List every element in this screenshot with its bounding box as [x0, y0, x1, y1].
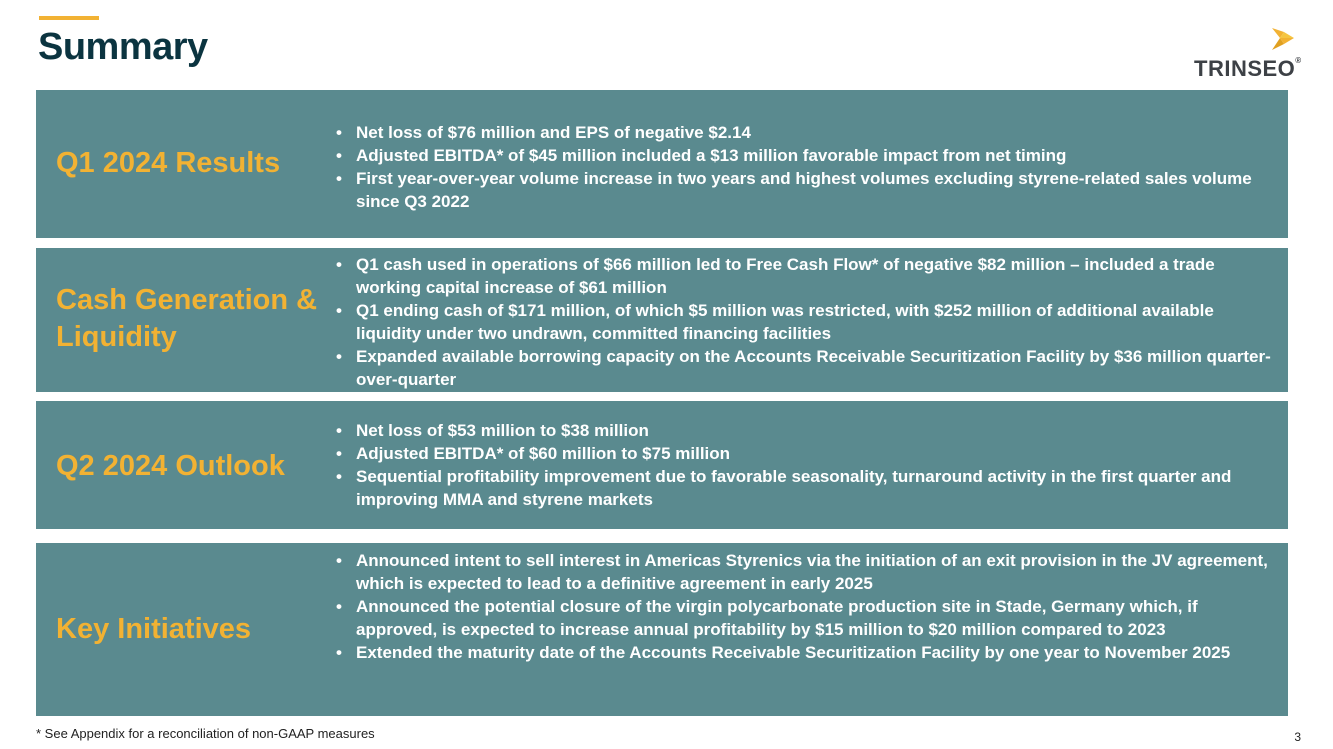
bullet-list — [336, 549, 1276, 664]
bullet-item: • Net loss of $53 million to $38 million — [336, 419, 1276, 442]
page-title: Summary — [38, 26, 208, 68]
panel-q2-outlook — [36, 401, 1288, 529]
panel-heading: Q2 2024 Outlook — [56, 450, 285, 482]
bullet-item: • Announced the potential closure of the virgin polycarbonate production site in Stade, Germany which, if approved, is expected to increase annual profitability by $15 million to $20 million compared to 2023 — [336, 595, 1276, 641]
bullet-item: • First year-over-year volume increase in two years and highest volumes excluding styrene-related sales volume since Q3 2022 — [336, 167, 1276, 213]
bullet-item: • Net loss of $76 million and EPS of negative $2.14 — [336, 121, 1276, 144]
panel-heading: Cash Generation & Liquidity — [56, 284, 318, 353]
bullet-item: • Q1 cash used in operations of $66 million led to Free Cash Flow* of negative $82 million – included a trade working capital increase of $61 million — [336, 253, 1276, 299]
bullet-item: • Announced intent to sell interest in Americas Styrenics via the initiation of an exit provision in the JV agreement, which is expected to lead to a definitive agreement in early 2025 — [336, 549, 1276, 595]
bullet-item: • Adjusted EBITDA* of $60 million to $75 million — [336, 442, 1276, 465]
bullet-item: • Extended the maturity date of the Accounts Receivable Securitization Facility by one year to November 2025 — [336, 641, 1276, 664]
trinseo-logo — [1190, 26, 1302, 80]
bullet-list — [336, 419, 1276, 511]
panel-heading: Key Initiatives — [56, 613, 252, 645]
page-number: 3 — [1294, 730, 1301, 744]
panel-q1-results — [36, 90, 1288, 238]
footnote: * See Appendix for a reconciliation of non-GAAP measures — [36, 726, 375, 741]
bullet-list — [336, 253, 1276, 391]
bullet-item: • Expanded available borrowing capacity on the Accounts Receivable Securitization Facility by $36 million quarter-over-quarter — [336, 345, 1276, 391]
bullet-item: • Adjusted EBITDA* of $45 million included a $13 million favorable impact from net timing — [336, 144, 1276, 167]
title-accent-bar — [39, 16, 99, 20]
bullet-item: • Q1 ending cash of $171 million, of which $5 million was restricted, with $252 million of additional available liquidity under two undrawn, committed financing facilities — [336, 299, 1276, 345]
panel-key-initiatives — [36, 543, 1288, 716]
trinseo-arrow-logo-icon — [1270, 26, 1296, 52]
panel-cash-generation-liquidity — [36, 248, 1288, 392]
panel-heading: Q1 2024 Results — [56, 147, 281, 179]
bullet-list — [336, 121, 1276, 213]
logo-wordmark: TRINSEO® — [1194, 56, 1302, 81]
bullet-item: • Sequential profitability improvement due to favorable seasonality, turnaround activity in the first quarter and improving MMA and styrene markets — [336, 465, 1276, 511]
